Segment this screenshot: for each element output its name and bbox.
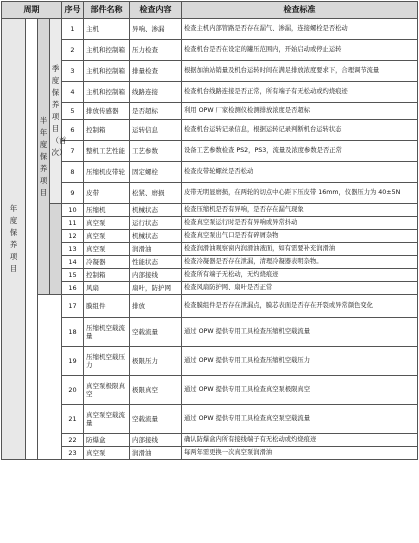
- row-no: 8: [62, 162, 84, 183]
- row-standard: 检查真空泵出气口是否有碎屑杂物: [182, 230, 418, 243]
- row-no: 4: [62, 82, 84, 103]
- row-no: 11: [62, 217, 84, 230]
- row-part: 风扇: [84, 282, 130, 295]
- table-row: [2, 61, 418, 82]
- year-only-spacer-cell: [38, 295, 62, 460]
- row-standard: 根据加油站销量及机台运转时间在满足排放浓度要求下，合理调节流量: [182, 61, 418, 82]
- row-no: 5: [62, 103, 84, 120]
- row-standard: 确认防爆盒内所有接线端子有无松动或灼烧痕迹: [182, 434, 418, 447]
- table-row: [2, 347, 418, 376]
- row-standard: 通过 OPW 提供专用工具检查压缩机空载压力: [182, 347, 418, 376]
- row-standard: 检查真空泵运行时是否有异响或异常抖动: [182, 217, 418, 230]
- row-standard: 检查机台线路连接是否正常，所有端子有无松动或灼烧痕迹: [182, 82, 418, 103]
- row-content: 松紧、磨损: [130, 183, 182, 204]
- row-part: 真空泵极限真空: [84, 376, 130, 405]
- row-standard: 检查机台运转记录信息，根据运转记录判断机台运转状态: [182, 120, 418, 141]
- row-standard: 通过 OPW 提供专用工具检查真空泵极限真空: [182, 376, 418, 405]
- row-standard: 检查皮带轮螺丝是否松动: [182, 162, 418, 183]
- content-header: 检查内容: [130, 2, 182, 19]
- row-no: 18: [62, 318, 84, 347]
- row-part: 压缩机空载流量: [84, 318, 130, 347]
- standard-header: 检查标准: [182, 2, 418, 19]
- row-no: 15: [62, 269, 84, 282]
- row-standard: 检查机台是否在设定的罐压范围内，开始启动或停止运转: [182, 40, 418, 61]
- row-content: 排放: [130, 295, 182, 318]
- row-no: 21: [62, 405, 84, 434]
- row-standard: 检查所有端子无松动，无灼烧痕迹: [182, 269, 418, 282]
- row-no: 1: [62, 19, 84, 40]
- row-part: 排放传感器: [84, 103, 130, 120]
- row-standard: 检查压缩机是否有异响，是否存在漏气现象: [182, 204, 418, 217]
- table-row: [2, 162, 418, 183]
- row-standard: 检查润滑油观察窗内润滑油液面，如有需要补充润滑油: [182, 243, 418, 256]
- year-period-cell: [2, 19, 26, 460]
- row-content: 线路连接: [130, 82, 182, 103]
- half-year-spacer-cell: [50, 204, 62, 295]
- row-no: 9: [62, 183, 84, 204]
- table-row: [2, 19, 418, 40]
- table-row: [2, 405, 418, 434]
- row-content: 性能状态: [130, 256, 182, 269]
- row-content: 扇叶，防护网: [130, 282, 182, 295]
- row-content: 内部接线: [130, 434, 182, 447]
- row-standard: 设备工艺参数检查 PS2，PS3，流量及浓度参数是否正常: [182, 141, 418, 162]
- row-standard: 每两年需更换一次真空泵润滑油: [182, 447, 418, 460]
- row-content: 运行状态: [130, 217, 182, 230]
- table-row: [2, 256, 418, 269]
- row-part: 真空泵: [84, 243, 130, 256]
- row-part: 真空泵: [84, 230, 130, 243]
- row-no: 16: [62, 282, 84, 295]
- table-row: [2, 318, 418, 347]
- table-row: [2, 434, 418, 447]
- row-part: 压缩机皮带轮: [84, 162, 130, 183]
- row-part: 压缩机: [84, 204, 130, 217]
- row-no: 20: [62, 376, 84, 405]
- row-content: 机械状态: [130, 204, 182, 217]
- table-row: [2, 295, 418, 318]
- half-year-period-label: 半年度保养项目: [39, 115, 48, 197]
- row-part: 膜组件: [84, 295, 130, 318]
- year-period-label: 年度保养项目: [9, 204, 18, 273]
- row-content: 润滑油: [130, 243, 182, 256]
- table-row: [2, 204, 418, 217]
- row-part: 主机和控制箱: [84, 82, 130, 103]
- spacer-cell: [26, 19, 38, 460]
- row-content: 内部接线: [130, 269, 182, 282]
- row-part: 真空泵: [84, 217, 130, 230]
- row-no: 23: [62, 447, 84, 460]
- row-no: 7: [62, 141, 84, 162]
- table-row: [2, 269, 418, 282]
- row-content: 空载流量: [130, 318, 182, 347]
- table-row: [2, 447, 418, 460]
- row-part: 主机: [84, 19, 130, 40]
- row-part: 冷凝器: [84, 256, 130, 269]
- row-part: 整机工艺性能: [84, 141, 130, 162]
- row-content: 压力检查: [130, 40, 182, 61]
- table-row: [2, 82, 418, 103]
- row-no: 2: [62, 40, 84, 61]
- row-no: 3: [62, 61, 84, 82]
- row-no: 10: [62, 204, 84, 217]
- row-standard: 检查风扇防护网、扇叶是否正常: [182, 282, 418, 295]
- half-year-period-cell: [38, 19, 50, 295]
- table-row: [2, 183, 418, 204]
- table-row: [2, 103, 418, 120]
- header-row: [2, 2, 418, 19]
- row-standard: 通过 OPW 提供专用工具检查压缩机空载流量: [182, 318, 418, 347]
- row-no: 14: [62, 256, 84, 269]
- row-content: 固定螺栓: [130, 162, 182, 183]
- row-content: 润滑油: [130, 447, 182, 460]
- row-content: 是否超标: [130, 103, 182, 120]
- row-content: 工艺参数: [130, 141, 182, 162]
- period-header: 周期: [2, 2, 62, 19]
- row-no: 6: [62, 120, 84, 141]
- row-standard: 皮带无明显磨损，在两轮的切点中心距下压皮带 16mm，仪器压力为 40±5N: [182, 183, 418, 204]
- row-part: 防爆盒: [84, 434, 130, 447]
- table-row: [2, 243, 418, 256]
- row-no: 13: [62, 243, 84, 256]
- row-part: 皮带: [84, 183, 130, 204]
- row-content: 排量检查: [130, 61, 182, 82]
- row-part: 压缩机空载压力: [84, 347, 130, 376]
- row-no: 22: [62, 434, 84, 447]
- row-standard: 检查膜组件是否存在泄漏点，膜芯表面是否存在开裂或异常颜色变化: [182, 295, 418, 318]
- row-content: 异响、渗漏: [130, 19, 182, 40]
- row-part: 控制箱: [84, 120, 130, 141]
- row-standard: 检查主机内部管路是否存在漏气、渗漏，连接螺栓是否松动: [182, 19, 418, 40]
- table-row: [2, 40, 418, 61]
- quarter-period-cell: [50, 19, 67, 204]
- row-no: 19: [62, 347, 84, 376]
- row-content: 运转信息: [130, 120, 182, 141]
- row-content: 极限压力: [130, 347, 182, 376]
- row-part: 控制箱: [84, 269, 130, 282]
- row-part: 主机和控制箱: [84, 40, 130, 61]
- part-header: 部件名称: [84, 2, 130, 19]
- maintenance-table: [1, 1, 418, 460]
- row-content: 空载流量: [130, 405, 182, 434]
- table-row: [2, 217, 418, 230]
- row-part: 真空泵: [84, 447, 130, 460]
- row-no: 17: [62, 295, 84, 318]
- row-content: 机械状态: [130, 230, 182, 243]
- no-header: 序号: [62, 2, 84, 19]
- table-row: [2, 376, 418, 405]
- row-part: 真空泵空载流量: [84, 405, 130, 434]
- row-standard: 利用 OPW 厂家检测仪检测排放浓度是否超标: [182, 103, 418, 120]
- row-standard: 检查冷凝器是否存在泄漏，清理冷凝器表明杂物。: [182, 256, 418, 269]
- row-standard: 通过 OPW 提供专用工具检查真空泵空载流量: [182, 405, 418, 434]
- row-part: 主机和控制箱: [84, 61, 130, 82]
- quarter-period-label: 季度保养项目（首次）: [51, 64, 67, 157]
- table-row: [2, 282, 418, 295]
- row-no: 12: [62, 230, 84, 243]
- row-content: 极限真空: [130, 376, 182, 405]
- table-row: [2, 230, 418, 243]
